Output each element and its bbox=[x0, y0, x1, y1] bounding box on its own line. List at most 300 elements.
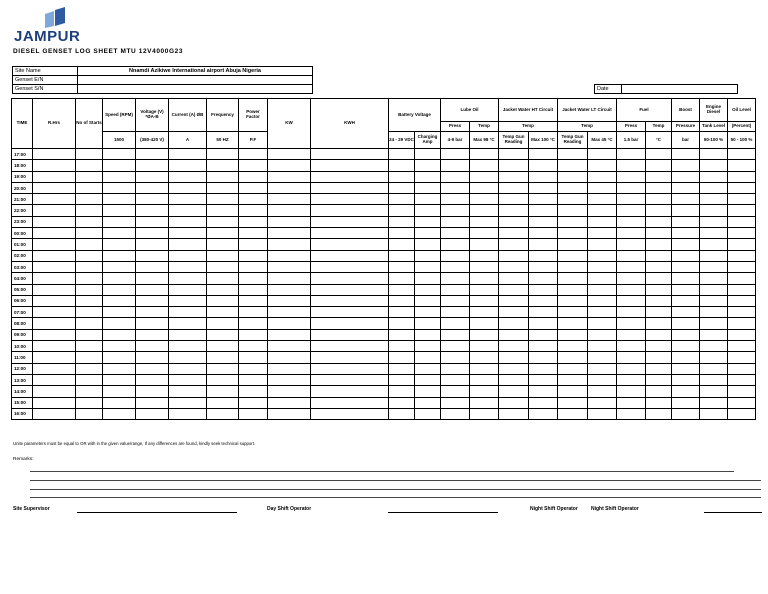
log-cell[interactable] bbox=[389, 205, 415, 216]
log-cell[interactable] bbox=[558, 239, 588, 250]
log-cell[interactable] bbox=[103, 295, 136, 306]
log-cell[interactable] bbox=[169, 318, 207, 329]
night-shift-signature-line[interactable] bbox=[704, 512, 762, 513]
log-cell[interactable] bbox=[169, 239, 207, 250]
log-cell[interactable] bbox=[617, 205, 646, 216]
log-cell[interactable] bbox=[239, 307, 268, 318]
log-cell[interactable] bbox=[700, 374, 728, 385]
log-cell[interactable] bbox=[617, 295, 646, 306]
log-cell[interactable] bbox=[700, 363, 728, 374]
log-cell[interactable] bbox=[389, 194, 415, 205]
log-cell[interactable] bbox=[646, 386, 672, 397]
log-cell[interactable] bbox=[33, 160, 76, 171]
log-cell[interactable] bbox=[672, 341, 700, 352]
log-cell[interactable] bbox=[441, 374, 470, 385]
log-cell[interactable] bbox=[268, 205, 311, 216]
log-cell[interactable] bbox=[672, 295, 700, 306]
log-cell[interactable] bbox=[169, 205, 207, 216]
log-cell[interactable] bbox=[415, 205, 441, 216]
log-cell[interactable] bbox=[207, 228, 239, 239]
log-cell[interactable] bbox=[441, 250, 470, 261]
log-cell[interactable] bbox=[558, 318, 588, 329]
log-cell[interactable] bbox=[672, 205, 700, 216]
log-cell[interactable] bbox=[529, 397, 558, 408]
log-cell[interactable] bbox=[33, 307, 76, 318]
log-cell[interactable] bbox=[470, 307, 499, 318]
log-cell[interactable] bbox=[441, 273, 470, 284]
log-cell[interactable] bbox=[558, 295, 588, 306]
log-cell[interactable] bbox=[415, 284, 441, 295]
log-cell[interactable] bbox=[169, 182, 207, 193]
log-cell[interactable] bbox=[672, 329, 700, 340]
log-cell[interactable] bbox=[103, 205, 136, 216]
log-cell[interactable] bbox=[558, 205, 588, 216]
log-cell[interactable] bbox=[268, 341, 311, 352]
log-cell[interactable] bbox=[207, 250, 239, 261]
log-cell[interactable] bbox=[207, 329, 239, 340]
log-cell[interactable] bbox=[415, 295, 441, 306]
log-cell[interactable] bbox=[207, 363, 239, 374]
log-cell[interactable] bbox=[529, 386, 558, 397]
log-cell[interactable] bbox=[617, 329, 646, 340]
log-cell[interactable] bbox=[728, 341, 756, 352]
log-cell[interactable] bbox=[529, 363, 558, 374]
log-cell[interactable] bbox=[470, 250, 499, 261]
log-cell[interactable] bbox=[672, 171, 700, 182]
log-cell[interactable] bbox=[728, 374, 756, 385]
log-cell[interactable] bbox=[588, 374, 617, 385]
log-cell[interactable] bbox=[239, 205, 268, 216]
log-cell[interactable] bbox=[441, 171, 470, 182]
log-cell[interactable] bbox=[558, 216, 588, 227]
log-cell[interactable] bbox=[499, 228, 529, 239]
log-cell[interactable] bbox=[311, 171, 389, 182]
log-cell[interactable] bbox=[646, 194, 672, 205]
log-cell[interactable] bbox=[389, 341, 415, 352]
log-cell[interactable] bbox=[529, 205, 558, 216]
log-cell[interactable] bbox=[558, 149, 588, 160]
log-cell[interactable] bbox=[499, 239, 529, 250]
log-cell[interactable] bbox=[529, 352, 558, 363]
log-cell[interactable] bbox=[169, 171, 207, 182]
log-cell[interactable] bbox=[646, 284, 672, 295]
log-cell[interactable] bbox=[617, 250, 646, 261]
log-cell[interactable] bbox=[646, 295, 672, 306]
log-cell[interactable] bbox=[728, 194, 756, 205]
log-cell[interactable] bbox=[33, 284, 76, 295]
log-cell[interactable] bbox=[103, 261, 136, 272]
log-cell[interactable] bbox=[700, 182, 728, 193]
log-cell[interactable] bbox=[499, 386, 529, 397]
log-cell[interactable] bbox=[311, 318, 389, 329]
log-cell[interactable] bbox=[207, 205, 239, 216]
log-cell[interactable] bbox=[415, 228, 441, 239]
log-cell[interactable] bbox=[311, 273, 389, 284]
log-cell[interactable] bbox=[268, 386, 311, 397]
log-cell[interactable] bbox=[441, 386, 470, 397]
log-cell[interactable] bbox=[617, 194, 646, 205]
log-cell[interactable] bbox=[700, 228, 728, 239]
log-cell[interactable] bbox=[169, 261, 207, 272]
log-cell[interactable] bbox=[311, 239, 389, 250]
log-cell[interactable] bbox=[268, 171, 311, 182]
log-cell[interactable] bbox=[558, 352, 588, 363]
log-cell[interactable] bbox=[389, 284, 415, 295]
log-cell[interactable] bbox=[239, 386, 268, 397]
day-shift-signature-line[interactable] bbox=[388, 512, 498, 513]
log-cell[interactable] bbox=[33, 386, 76, 397]
log-cell[interactable] bbox=[558, 182, 588, 193]
log-cell[interactable] bbox=[136, 318, 169, 329]
log-cell[interactable] bbox=[268, 363, 311, 374]
log-cell[interactable] bbox=[207, 194, 239, 205]
log-cell[interactable] bbox=[415, 216, 441, 227]
log-cell[interactable] bbox=[470, 194, 499, 205]
log-cell[interactable] bbox=[415, 250, 441, 261]
log-cell[interactable] bbox=[646, 149, 672, 160]
log-cell[interactable] bbox=[728, 284, 756, 295]
log-cell[interactable] bbox=[700, 397, 728, 408]
log-cell[interactable] bbox=[728, 261, 756, 272]
log-cell[interactable] bbox=[136, 194, 169, 205]
log-cell[interactable] bbox=[728, 239, 756, 250]
log-cell[interactable] bbox=[76, 171, 103, 182]
log-cell[interactable] bbox=[672, 228, 700, 239]
log-cell[interactable] bbox=[499, 341, 529, 352]
log-cell[interactable] bbox=[239, 374, 268, 385]
log-cell[interactable] bbox=[415, 341, 441, 352]
log-cell[interactable] bbox=[646, 239, 672, 250]
log-cell[interactable] bbox=[169, 307, 207, 318]
log-cell[interactable] bbox=[470, 408, 499, 419]
log-cell[interactable] bbox=[588, 228, 617, 239]
log-cell[interactable] bbox=[239, 228, 268, 239]
log-cell[interactable] bbox=[499, 194, 529, 205]
log-cell[interactable] bbox=[389, 397, 415, 408]
log-cell[interactable] bbox=[470, 273, 499, 284]
log-cell[interactable] bbox=[136, 250, 169, 261]
log-cell[interactable] bbox=[700, 194, 728, 205]
log-cell[interactable] bbox=[169, 216, 207, 227]
log-cell[interactable] bbox=[76, 284, 103, 295]
log-cell[interactable] bbox=[136, 273, 169, 284]
log-cell[interactable] bbox=[558, 160, 588, 171]
log-cell[interactable] bbox=[136, 182, 169, 193]
log-cell[interactable] bbox=[646, 261, 672, 272]
log-cell[interactable] bbox=[103, 307, 136, 318]
log-cell[interactable] bbox=[207, 374, 239, 385]
log-cell[interactable] bbox=[441, 307, 470, 318]
log-cell[interactable] bbox=[239, 194, 268, 205]
log-cell[interactable] bbox=[470, 329, 499, 340]
log-cell[interactable] bbox=[239, 171, 268, 182]
log-cell[interactable] bbox=[169, 374, 207, 385]
log-cell[interactable] bbox=[588, 182, 617, 193]
log-cell[interactable] bbox=[470, 341, 499, 352]
log-cell[interactable] bbox=[33, 374, 76, 385]
log-cell[interactable] bbox=[311, 149, 389, 160]
log-cell[interactable] bbox=[268, 408, 311, 419]
log-cell[interactable] bbox=[311, 250, 389, 261]
site-supervisor-signature-line[interactable] bbox=[77, 512, 237, 513]
log-cell[interactable] bbox=[136, 386, 169, 397]
log-cell[interactable] bbox=[268, 160, 311, 171]
log-cell[interactable] bbox=[646, 273, 672, 284]
log-cell[interactable] bbox=[672, 408, 700, 419]
log-cell[interactable] bbox=[728, 397, 756, 408]
log-cell[interactable] bbox=[33, 149, 76, 160]
log-cell[interactable] bbox=[169, 408, 207, 419]
log-cell[interactable] bbox=[169, 149, 207, 160]
log-cell[interactable] bbox=[311, 352, 389, 363]
log-cell[interactable] bbox=[672, 386, 700, 397]
log-cell[interactable] bbox=[672, 194, 700, 205]
log-cell[interactable] bbox=[646, 352, 672, 363]
log-cell[interactable] bbox=[588, 329, 617, 340]
log-cell[interactable] bbox=[617, 171, 646, 182]
log-cell[interactable] bbox=[529, 149, 558, 160]
log-cell[interactable] bbox=[672, 239, 700, 250]
log-cell[interactable] bbox=[239, 363, 268, 374]
log-cell[interactable] bbox=[700, 261, 728, 272]
log-cell[interactable] bbox=[239, 182, 268, 193]
log-cell[interactable] bbox=[499, 295, 529, 306]
log-cell[interactable] bbox=[389, 149, 415, 160]
log-cell[interactable] bbox=[33, 216, 76, 227]
log-cell[interactable] bbox=[672, 149, 700, 160]
log-cell[interactable] bbox=[103, 250, 136, 261]
log-cell[interactable] bbox=[33, 352, 76, 363]
log-cell[interactable] bbox=[646, 318, 672, 329]
log-cell[interactable] bbox=[529, 182, 558, 193]
log-cell[interactable] bbox=[529, 284, 558, 295]
log-cell[interactable] bbox=[389, 228, 415, 239]
log-cell[interactable] bbox=[103, 239, 136, 250]
log-cell[interactable] bbox=[700, 205, 728, 216]
log-cell[interactable] bbox=[268, 329, 311, 340]
log-cell[interactable] bbox=[529, 228, 558, 239]
log-cell[interactable] bbox=[470, 318, 499, 329]
log-cell[interactable] bbox=[268, 194, 311, 205]
log-cell[interactable] bbox=[311, 307, 389, 318]
log-cell[interactable] bbox=[728, 182, 756, 193]
log-cell[interactable] bbox=[268, 374, 311, 385]
log-cell[interactable] bbox=[169, 194, 207, 205]
log-cell[interactable] bbox=[728, 363, 756, 374]
log-cell[interactable] bbox=[103, 318, 136, 329]
log-cell[interactable] bbox=[617, 352, 646, 363]
log-cell[interactable] bbox=[558, 363, 588, 374]
log-cell[interactable] bbox=[136, 261, 169, 272]
log-cell[interactable] bbox=[470, 228, 499, 239]
log-cell[interactable] bbox=[646, 374, 672, 385]
log-cell[interactable] bbox=[415, 273, 441, 284]
log-cell[interactable] bbox=[415, 149, 441, 160]
log-cell[interactable] bbox=[76, 386, 103, 397]
log-cell[interactable] bbox=[617, 216, 646, 227]
log-cell[interactable] bbox=[415, 160, 441, 171]
log-cell[interactable] bbox=[588, 295, 617, 306]
log-cell[interactable] bbox=[169, 250, 207, 261]
log-cell[interactable] bbox=[76, 182, 103, 193]
log-cell[interactable] bbox=[728, 352, 756, 363]
log-cell[interactable] bbox=[311, 295, 389, 306]
log-cell[interactable] bbox=[441, 295, 470, 306]
log-cell[interactable] bbox=[646, 250, 672, 261]
log-cell[interactable] bbox=[268, 239, 311, 250]
log-cell[interactable] bbox=[389, 250, 415, 261]
log-cell[interactable] bbox=[169, 386, 207, 397]
log-cell[interactable] bbox=[558, 194, 588, 205]
log-cell[interactable] bbox=[558, 228, 588, 239]
log-cell[interactable] bbox=[103, 149, 136, 160]
log-cell[interactable] bbox=[499, 329, 529, 340]
log-cell[interactable] bbox=[529, 194, 558, 205]
log-cell[interactable] bbox=[529, 160, 558, 171]
log-cell[interactable] bbox=[311, 408, 389, 419]
log-cell[interactable] bbox=[311, 329, 389, 340]
log-cell[interactable] bbox=[588, 239, 617, 250]
log-cell[interactable] bbox=[415, 352, 441, 363]
log-cell[interactable] bbox=[529, 216, 558, 227]
log-cell[interactable] bbox=[268, 261, 311, 272]
log-cell[interactable] bbox=[470, 386, 499, 397]
log-cell[interactable] bbox=[470, 216, 499, 227]
log-cell[interactable] bbox=[672, 250, 700, 261]
log-cell[interactable] bbox=[389, 239, 415, 250]
log-cell[interactable] bbox=[617, 182, 646, 193]
log-cell[interactable] bbox=[103, 408, 136, 419]
log-cell[interactable] bbox=[207, 171, 239, 182]
log-cell[interactable] bbox=[499, 307, 529, 318]
log-cell[interactable] bbox=[728, 205, 756, 216]
log-cell[interactable] bbox=[441, 408, 470, 419]
log-cell[interactable] bbox=[415, 386, 441, 397]
log-cell[interactable] bbox=[499, 408, 529, 419]
log-cell[interactable] bbox=[103, 363, 136, 374]
log-cell[interactable] bbox=[728, 295, 756, 306]
log-cell[interactable] bbox=[33, 408, 76, 419]
log-cell[interactable] bbox=[499, 363, 529, 374]
log-cell[interactable] bbox=[311, 205, 389, 216]
log-cell[interactable] bbox=[136, 149, 169, 160]
log-cell[interactable] bbox=[588, 261, 617, 272]
log-cell[interactable] bbox=[499, 250, 529, 261]
log-cell[interactable] bbox=[588, 171, 617, 182]
log-cell[interactable] bbox=[700, 307, 728, 318]
log-cell[interactable] bbox=[389, 160, 415, 171]
log-cell[interactable] bbox=[311, 160, 389, 171]
log-cell[interactable] bbox=[646, 307, 672, 318]
log-cell[interactable] bbox=[136, 295, 169, 306]
log-cell[interactable] bbox=[239, 284, 268, 295]
log-cell[interactable] bbox=[415, 318, 441, 329]
log-cell[interactable] bbox=[617, 261, 646, 272]
log-cell[interactable] bbox=[441, 239, 470, 250]
log-cell[interactable] bbox=[76, 307, 103, 318]
log-cell[interactable] bbox=[470, 149, 499, 160]
log-cell[interactable] bbox=[239, 261, 268, 272]
log-cell[interactable] bbox=[499, 171, 529, 182]
log-cell[interactable] bbox=[558, 261, 588, 272]
log-cell[interactable] bbox=[103, 273, 136, 284]
log-cell[interactable] bbox=[103, 352, 136, 363]
log-cell[interactable] bbox=[76, 239, 103, 250]
log-cell[interactable] bbox=[169, 352, 207, 363]
log-cell[interactable] bbox=[700, 239, 728, 250]
log-cell[interactable] bbox=[136, 352, 169, 363]
log-cell[interactable] bbox=[76, 194, 103, 205]
log-cell[interactable] bbox=[415, 261, 441, 272]
log-cell[interactable] bbox=[311, 363, 389, 374]
log-cell[interactable] bbox=[415, 194, 441, 205]
log-cell[interactable] bbox=[389, 374, 415, 385]
log-cell[interactable] bbox=[728, 386, 756, 397]
log-cell[interactable] bbox=[617, 408, 646, 419]
log-cell[interactable] bbox=[311, 182, 389, 193]
log-cell[interactable] bbox=[389, 182, 415, 193]
log-cell[interactable] bbox=[441, 363, 470, 374]
log-cell[interactable] bbox=[728, 307, 756, 318]
log-cell[interactable] bbox=[646, 171, 672, 182]
log-cell[interactable] bbox=[76, 261, 103, 272]
log-cell[interactable] bbox=[415, 363, 441, 374]
log-cell[interactable] bbox=[76, 341, 103, 352]
log-cell[interactable] bbox=[700, 149, 728, 160]
log-cell[interactable] bbox=[136, 408, 169, 419]
log-cell[interactable] bbox=[728, 329, 756, 340]
log-cell[interactable] bbox=[588, 363, 617, 374]
log-cell[interactable] bbox=[33, 261, 76, 272]
log-cell[interactable] bbox=[646, 363, 672, 374]
log-cell[interactable] bbox=[617, 374, 646, 385]
log-cell[interactable] bbox=[268, 295, 311, 306]
log-cell[interactable] bbox=[33, 273, 76, 284]
log-cell[interactable] bbox=[529, 250, 558, 261]
log-cell[interactable] bbox=[728, 160, 756, 171]
log-cell[interactable] bbox=[389, 408, 415, 419]
log-cell[interactable] bbox=[239, 397, 268, 408]
log-cell[interactable] bbox=[441, 261, 470, 272]
log-cell[interactable] bbox=[33, 194, 76, 205]
log-cell[interactable] bbox=[470, 352, 499, 363]
log-cell[interactable] bbox=[470, 239, 499, 250]
log-cell[interactable] bbox=[588, 397, 617, 408]
log-cell[interactable] bbox=[588, 149, 617, 160]
log-cell[interactable] bbox=[700, 160, 728, 171]
log-cell[interactable] bbox=[617, 284, 646, 295]
log-cell[interactable] bbox=[728, 318, 756, 329]
log-cell[interactable] bbox=[136, 329, 169, 340]
log-cell[interactable] bbox=[76, 374, 103, 385]
log-cell[interactable] bbox=[499, 205, 529, 216]
log-cell[interactable] bbox=[617, 160, 646, 171]
log-cell[interactable] bbox=[441, 352, 470, 363]
log-cell[interactable] bbox=[239, 329, 268, 340]
log-cell[interactable] bbox=[207, 182, 239, 193]
log-cell[interactable] bbox=[470, 182, 499, 193]
log-cell[interactable] bbox=[470, 261, 499, 272]
log-cell[interactable] bbox=[103, 182, 136, 193]
log-cell[interactable] bbox=[558, 307, 588, 318]
log-cell[interactable] bbox=[588, 341, 617, 352]
log-cell[interactable] bbox=[169, 273, 207, 284]
log-cell[interactable] bbox=[389, 216, 415, 227]
log-cell[interactable] bbox=[207, 216, 239, 227]
log-cell[interactable] bbox=[103, 228, 136, 239]
log-cell[interactable] bbox=[558, 341, 588, 352]
log-cell[interactable] bbox=[728, 171, 756, 182]
